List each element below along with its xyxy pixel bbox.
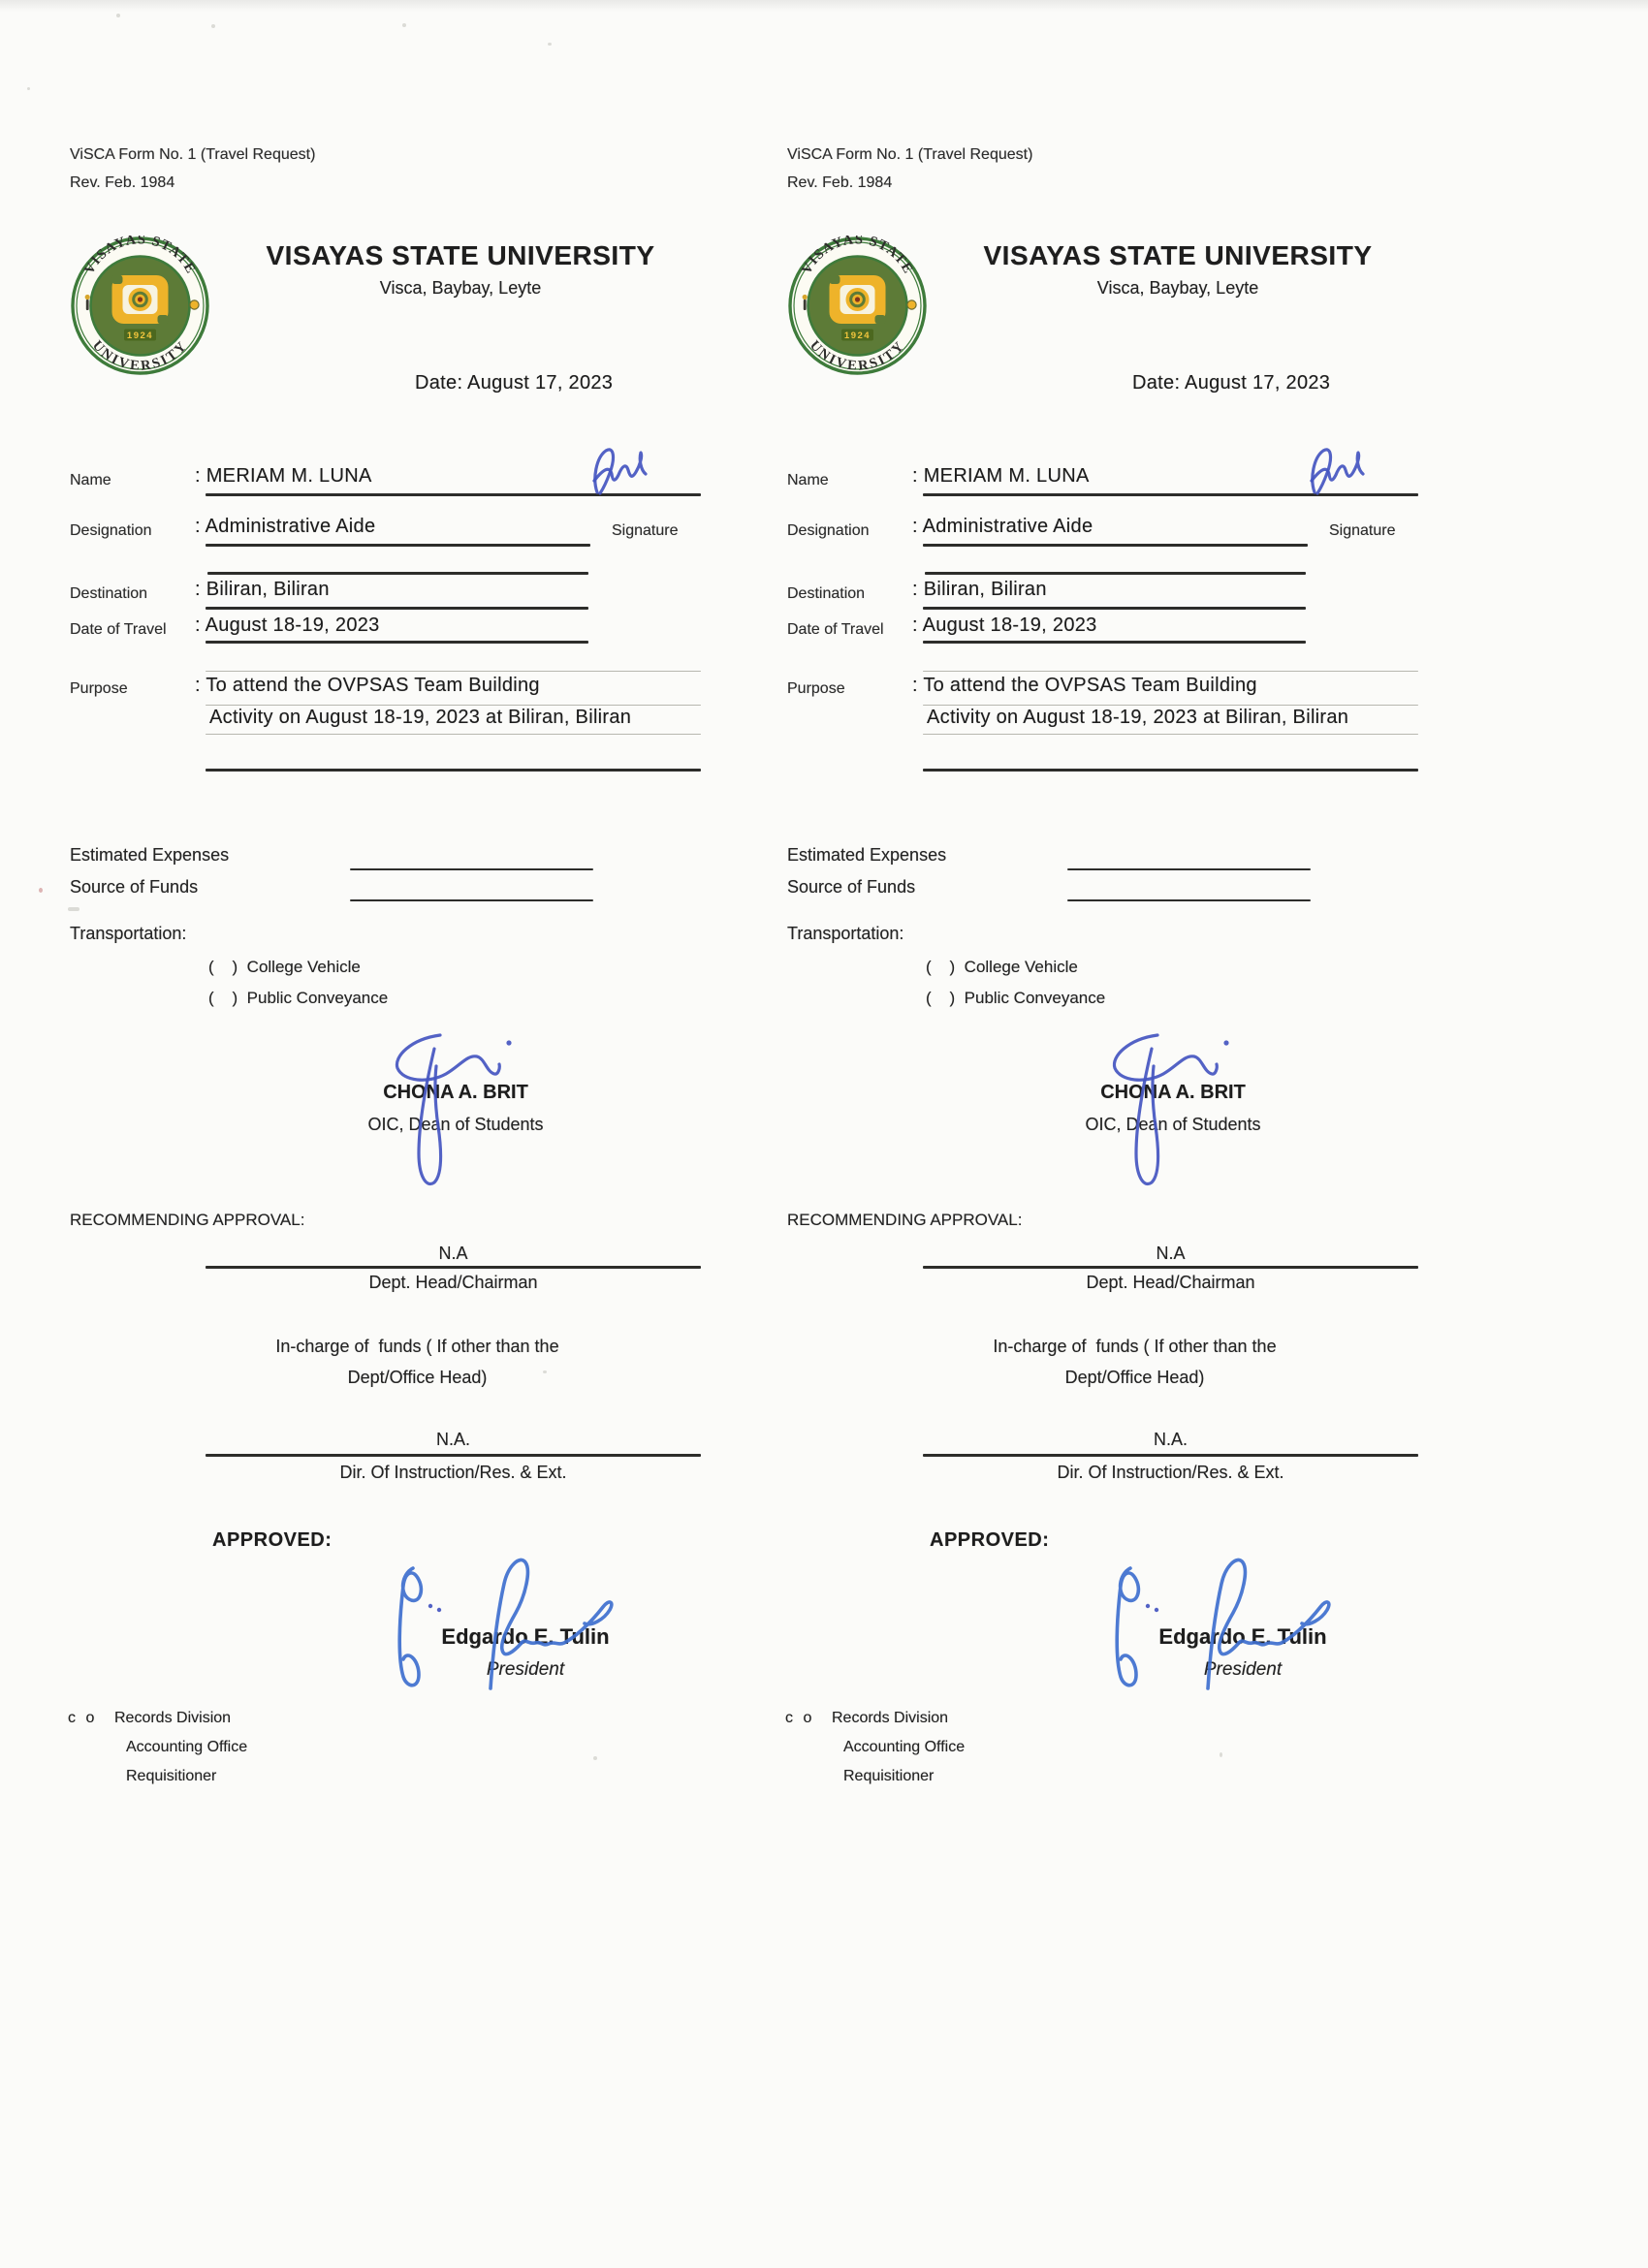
scan-speck — [548, 43, 552, 46]
recommending-approval-heading: RECOMMENDING APPROVAL: — [787, 1211, 1023, 1229]
name-value: : MERIAM M. LUNA — [195, 465, 372, 487]
cc-prefix: c o — [68, 1710, 98, 1726]
designation-underline — [206, 544, 590, 547]
cc-item-requisitioner: Requisitioner — [843, 1768, 935, 1784]
scan-speck — [39, 888, 43, 893]
transport-option-public-conveyance: ( ) Public Conveyance — [208, 989, 389, 1007]
director-na-value: N.A. — [435, 1430, 470, 1449]
approved-heading: APPROVED: — [930, 1529, 1050, 1551]
university-name: VISAYAS STATE UNIVERSITY — [983, 240, 1373, 270]
form-number-line: ViSCA Form No. 1 (Travel Request) — [70, 146, 316, 163]
dept-head-line — [206, 1266, 701, 1269]
form-revision-line: Rev. Feb. 1984 — [787, 174, 893, 191]
estimated-expenses-line — [1067, 868, 1311, 870]
dept-head-caption: Dept. Head/Chairman — [368, 1273, 538, 1292]
dept-head-na-value: N.A — [1156, 1244, 1186, 1263]
purpose-ruled-line — [206, 734, 701, 735]
estimated-expenses-label: Estimated Expenses — [787, 845, 947, 865]
form-date: Date: August 17, 2023 — [1132, 372, 1331, 394]
destination-value: : Biliran, Biliran — [912, 579, 1047, 600]
approver-name: Edgardo E. Tulin — [441, 1624, 610, 1649]
cc-item-accounting-office: Accounting Office — [843, 1739, 966, 1755]
date-of-travel-underline — [206, 641, 588, 644]
endorser-title: OIC, Dean of Students — [367, 1115, 544, 1134]
source-of-funds-label: Source of Funds — [787, 877, 916, 897]
dept-head-line — [923, 1266, 1418, 1269]
purpose-ruled-line — [923, 734, 1418, 735]
incharge-note-line2: Dept/Office Head) — [1064, 1368, 1205, 1387]
cc-item-records-division: Records Division — [114, 1710, 232, 1726]
incharge-note-line1: In-charge of funds ( If other than the — [275, 1337, 559, 1356]
scan-speck — [593, 1756, 597, 1760]
scan-speck — [68, 907, 79, 911]
university-address: Visca, Baybay, Leyte — [1096, 278, 1259, 298]
designation-label: Designation — [70, 522, 152, 539]
endorser-name: CHONA A. BRIT — [383, 1082, 528, 1103]
scan-speck — [543, 1370, 547, 1373]
travel-request-form-copy — [68, 0, 723, 2268]
transport-option-public-conveyance: ( ) Public Conveyance — [926, 989, 1106, 1007]
purpose-ruled-line — [923, 705, 1418, 706]
director-na-value: N.A. — [1153, 1430, 1188, 1449]
source-of-funds-line — [1067, 899, 1311, 901]
scan-speck — [116, 14, 120, 17]
transportation-label: Transportation: — [70, 924, 187, 943]
endorser-title: OIC, Dean of Students — [1085, 1115, 1261, 1134]
approved-heading: APPROVED: — [212, 1529, 333, 1551]
date-of-travel-underline — [923, 641, 1306, 644]
dept-head-caption: Dept. Head/Chairman — [1086, 1273, 1255, 1292]
transport-option-college-vehicle: ( ) College Vehicle — [208, 958, 361, 976]
destination-label: Destination — [70, 585, 148, 602]
transportation-label: Transportation: — [787, 924, 904, 943]
date-of-travel-value: : August 18-19, 2023 — [195, 614, 380, 636]
purpose-ruled-line — [923, 671, 1418, 672]
director-line — [923, 1454, 1418, 1457]
designation-underline — [923, 544, 1308, 547]
designation-value: : Administrative Aide — [195, 516, 376, 537]
date-of-travel-label: Date of Travel — [70, 621, 167, 638]
purpose-value-line2: Activity on August 18-19, 2023 at Biliran, Biliran — [927, 707, 1349, 728]
purpose-value-line1: : To attend the OVPSAS Team Building — [912, 675, 1257, 696]
approver-name: Edgardo E. Tulin — [1158, 1624, 1327, 1649]
destination-value: : Biliran, Biliran — [195, 579, 330, 600]
cc-prefix: c o — [785, 1710, 815, 1726]
endorser-name: CHONA A. BRIT — [1100, 1082, 1246, 1103]
scan-speck — [27, 87, 30, 90]
director-line — [206, 1454, 701, 1457]
cc-item-requisitioner: Requisitioner — [126, 1768, 217, 1784]
date-of-travel-label: Date of Travel — [787, 621, 884, 638]
university-seal-icon — [70, 236, 210, 376]
university-address: Visca, Baybay, Leyte — [379, 278, 542, 298]
destination-underline — [206, 607, 588, 610]
destination-underline — [923, 607, 1306, 610]
purpose-end-line — [923, 769, 1418, 772]
purpose-ruled-line — [206, 705, 701, 706]
form-revision-line: Rev. Feb. 1984 — [70, 174, 175, 191]
source-of-funds-label: Source of Funds — [70, 877, 199, 897]
scan-speck — [211, 24, 215, 28]
cc-item-accounting-office: Accounting Office — [126, 1739, 248, 1755]
director-caption: Dir. Of Instruction/Res. & Ext. — [1057, 1463, 1284, 1482]
name-value: : MERIAM M. LUNA — [912, 465, 1090, 487]
travel-request-form-copy — [785, 0, 1441, 2268]
purpose-value-line1: : To attend the OVPSAS Team Building — [195, 675, 540, 696]
tulin-signature-ink — [1115, 1551, 1336, 1701]
director-caption: Dir. Of Instruction/Res. & Ext. — [339, 1463, 567, 1482]
brit-signature-ink — [390, 1029, 521, 1192]
scan-speck — [402, 23, 406, 27]
name-label: Name — [70, 472, 111, 488]
source-of-funds-line — [350, 899, 593, 901]
estimated-expenses-label: Estimated Expenses — [70, 845, 230, 865]
purpose-label: Purpose — [787, 680, 845, 697]
tulin-signature-ink — [397, 1551, 618, 1701]
date-of-travel-value: : August 18-19, 2023 — [912, 614, 1097, 636]
incharge-note-line2: Dept/Office Head) — [347, 1368, 488, 1387]
luna-signature-ink — [1307, 444, 1367, 498]
signature-caption: Signature — [612, 522, 679, 539]
dept-head-na-value: N.A — [438, 1244, 468, 1263]
university-seal-icon — [787, 236, 928, 376]
brit-signature-ink — [1107, 1029, 1238, 1192]
approver-title: President — [486, 1659, 565, 1680]
name-label: Name — [787, 472, 829, 488]
luna-signature-ink — [589, 444, 650, 498]
designation-label: Designation — [787, 522, 870, 539]
purpose-ruled-line — [206, 671, 701, 672]
cc-item-records-division: Records Division — [832, 1710, 949, 1726]
purpose-end-line — [206, 769, 701, 772]
approver-title: President — [1203, 1659, 1283, 1680]
estimated-expenses-line — [350, 868, 593, 870]
purpose-value-line2: Activity on August 18-19, 2023 at Biliran, Biliran — [209, 707, 632, 728]
incharge-note-line1: In-charge of funds ( If other than the — [993, 1337, 1277, 1356]
blank-line — [207, 572, 588, 575]
university-name: VISAYAS STATE UNIVERSITY — [266, 240, 655, 270]
designation-value: : Administrative Aide — [912, 516, 1093, 537]
purpose-label: Purpose — [70, 680, 128, 697]
blank-line — [925, 572, 1306, 575]
form-number-line: ViSCA Form No. 1 (Travel Request) — [787, 146, 1033, 163]
destination-label: Destination — [787, 585, 866, 602]
signature-caption: Signature — [1329, 522, 1396, 539]
recommending-approval-heading: RECOMMENDING APPROVAL: — [70, 1211, 305, 1229]
transport-option-college-vehicle: ( ) College Vehicle — [926, 958, 1078, 976]
form-date: Date: August 17, 2023 — [415, 372, 614, 394]
